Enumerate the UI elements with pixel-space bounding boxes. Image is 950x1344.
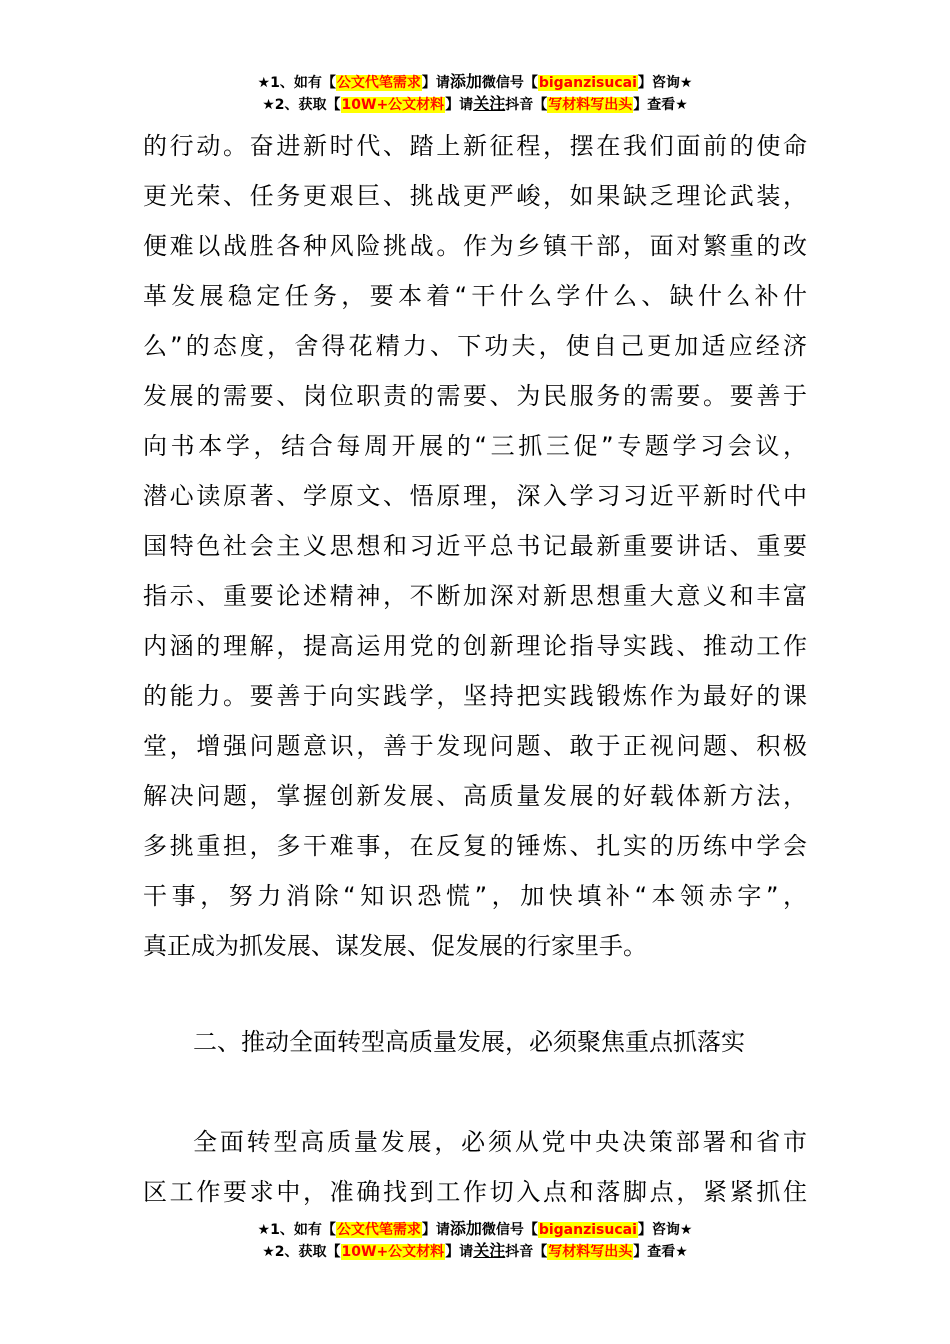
banner-text: 】请	[445, 97, 474, 113]
highlight-service: 公文代笔需求	[336, 1222, 421, 1238]
banner-text: 微信号【	[481, 75, 538, 91]
highlight-wechat-id: biganzisucai	[538, 75, 637, 91]
text-line: 向书本学，结合每周开展的“三抓三促”专题学习会议，	[143, 432, 807, 460]
text-line: 指示、重要论述精神，不断加深对新思想重大意义和丰富	[143, 582, 807, 610]
banner-text: 】请	[445, 1244, 474, 1260]
text-line: 国特色社会主义思想和习近平总书记最新重要讲话、重要	[143, 532, 807, 560]
banner-text: 微信号【	[481, 1222, 538, 1238]
text-line: 真正成为抓发展、谋发展、促发展的行家里手。	[143, 932, 647, 960]
text-line: 堂，增强问题意识，善于发现问题、敢于正视问题、积极	[143, 732, 807, 760]
banner-emphasis: 添加	[449, 72, 482, 91]
text-line: 全面转型高质量发展，必须从党中央决策部署和省市	[193, 1128, 807, 1156]
banner-text: 抖音【	[505, 1244, 548, 1260]
banner-text: 抖音【	[505, 97, 548, 113]
text-line: 发展的需要、岗位职责的需要、为民服务的需要。要善于	[143, 382, 807, 410]
banner-emphasis: 关注	[473, 94, 506, 113]
highlight-douyin-id: 写材料写出头	[548, 97, 633, 113]
banner-text: ★1、如有【	[257, 1222, 336, 1238]
banner-text: ★2、获取【	[262, 97, 341, 113]
text-line: 多挑重担，多干难事，在反复的锤炼、扎实的历练中学会	[143, 832, 807, 860]
text-line: 区工作要求中，准确找到工作切入点和落脚点，紧紧抓住	[143, 1178, 807, 1206]
text-line: 更光荣、任务更艰巨、挑战更严峻，如果缺乏理论武装，	[143, 182, 807, 210]
banner-line-1	[0, 71, 950, 93]
highlight-douyin-id: 写材料写出头	[548, 1244, 633, 1260]
highlight-wechat-id: biganzisucai	[538, 1222, 637, 1238]
banner-line-1	[0, 1218, 950, 1240]
section-heading: 二、推动全面转型高质量发展，必须聚焦重点抓落实	[193, 1028, 745, 1056]
text-line: 潜心读原著、学原文、悟原理，深入学习习近平新时代中	[143, 482, 807, 510]
banner-text: ★2、获取【	[262, 1244, 341, 1260]
highlight-service: 公文代笔需求	[336, 75, 421, 91]
body-paragraph-2	[143, 1117, 807, 1217]
text-line: 便难以战胜各种风险挑战。作为乡镇干部，面对繁重的改	[143, 232, 807, 260]
banner-text: 】查看★	[633, 97, 688, 113]
banner-text: 】咨询★	[637, 1222, 693, 1238]
banner-text: 】查看★	[633, 1244, 688, 1260]
body-paragraph	[143, 121, 807, 971]
highlight-materials: 10W+公文材料	[341, 1244, 445, 1260]
banner-line-2	[0, 1240, 950, 1262]
banner-emphasis: 添加	[449, 1219, 482, 1238]
text-line: 么”的态度，舍得花精力、下功夫，使自己更加适应经济	[143, 332, 807, 360]
text-line: 革发展稳定任务，要本着“干什么学什么、缺什么补什	[143, 282, 807, 310]
text-line: 的能力。要善于向实践学，坚持把实践锻炼作为最好的课	[143, 682, 807, 710]
banner-emphasis: 关注	[473, 1241, 506, 1260]
banner-line-2	[0, 93, 950, 115]
highlight-materials: 10W+公文材料	[341, 97, 445, 113]
text-line: 的行动。奋进新时代、踏上新征程，摆在我们面前的使命	[143, 132, 807, 160]
banner-text: 】咨询★	[637, 75, 693, 91]
banner-text: 】请	[421, 1222, 450, 1238]
banner-text: ★1、如有【	[257, 75, 336, 91]
text-line: 内涵的理解，提高运用党的创新理论指导实践、推动工作	[143, 632, 807, 660]
text-line: 干事，努力消除“知识恐慌”，加快填补“本领赤字”，	[143, 882, 807, 910]
text-line: 解决问题，掌握创新发展、高质量发展的好载体新方法，	[143, 782, 807, 810]
header-banner	[0, 71, 950, 115]
banner-text: 】请	[421, 75, 450, 91]
footer-banner	[0, 1218, 950, 1262]
